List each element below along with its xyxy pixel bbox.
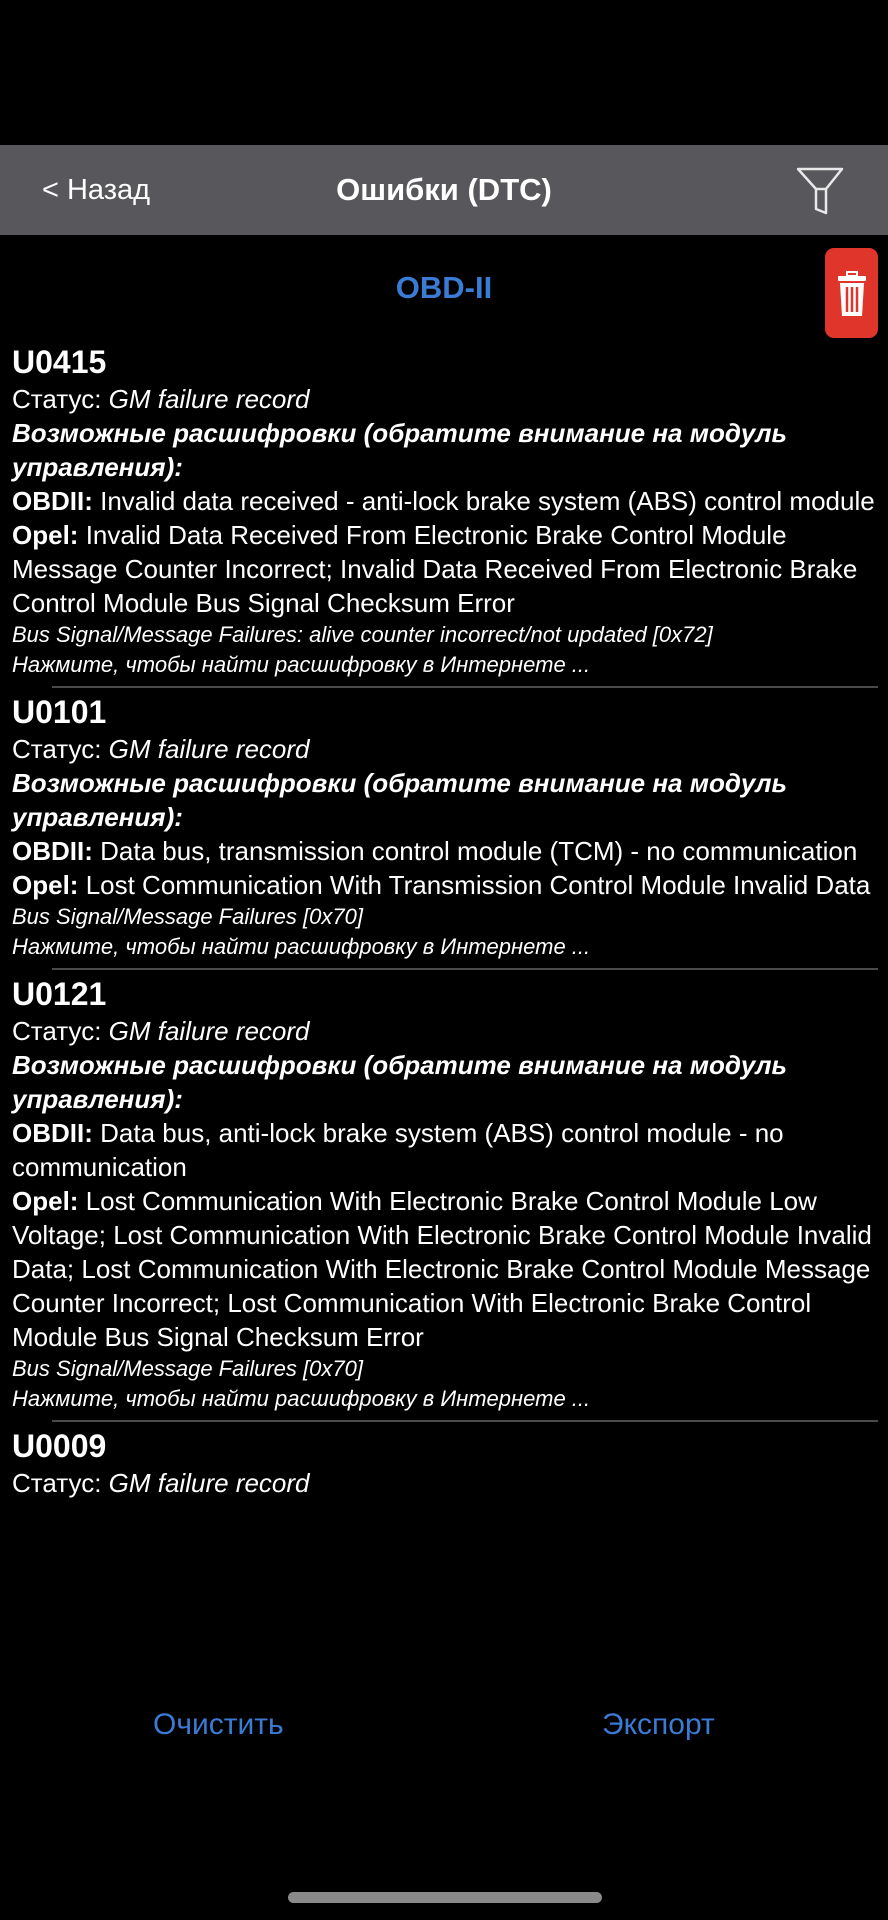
decodings-heading: Возможные расшифровки (обратите внимание на модуль управления): <box>12 768 787 832</box>
dtc-code: U0009 <box>12 1428 107 1464</box>
obdii-text: Data bus, transmission control module (TCM) - no communication <box>100 836 858 866</box>
status-value: GM failure record <box>108 1016 310 1046</box>
status-label: Статус: <box>12 734 109 764</box>
status-value: GM failure record <box>108 384 310 414</box>
failure-type: Bus Signal/Message Failures [0x70] <box>12 904 363 929</box>
dtc-code: U0101 <box>12 694 107 730</box>
opel-text: Lost Communication With Transmission Control Module Invalid Data <box>85 870 871 900</box>
opel-text: Invalid Data Received From Electronic Brake Control Module Message Counter Incorrect; Invalid Data Received From Electronic Brake Control Module Bus Signal Checksum Error <box>12 520 858 618</box>
status-bar-area <box>0 0 888 145</box>
obdii-text: Data bus, anti-lock brake system (ABS) control module - no communication <box>12 1118 784 1182</box>
section-title-obd2: OBD-II <box>395 270 493 305</box>
bottom-toolbar <box>0 1695 888 1755</box>
failure-type: Bus Signal/Message Failures [0x70] <box>12 1356 363 1381</box>
decodings-heading: Возможные расшифровки (обратите внимание на модуль управления): <box>12 1050 787 1114</box>
dtc-entry[interactable] <box>0 974 888 1414</box>
obdii-text: Invalid data received - anti-lock brake system (ABS) control module <box>100 486 875 516</box>
opel-label: Opel: <box>12 870 79 900</box>
dtc-entry[interactable] <box>0 692 888 962</box>
obdii-label: OBDII: <box>12 1118 93 1148</box>
obdii-description <box>12 834 878 868</box>
status-value: GM failure record <box>108 734 310 764</box>
navigation-bar <box>0 145 888 235</box>
obdii-label: OBDII: <box>12 836 93 866</box>
status-label: Статус: <box>12 1016 109 1046</box>
obdii-description <box>12 484 878 518</box>
opel-label: Opel: <box>12 520 79 550</box>
search-online-link[interactable]: Нажмите, чтобы найти расшифровку в Интернете ... <box>12 934 591 959</box>
separator <box>52 1420 878 1422</box>
trash-icon <box>835 266 869 320</box>
back-button[interactable]: < Назад <box>42 174 151 206</box>
opel-description <box>12 518 878 620</box>
dtc-code: U0415 <box>12 344 107 380</box>
filter-funnel-icon <box>790 163 850 219</box>
clear-button[interactable]: Очистить <box>153 1708 284 1741</box>
export-button[interactable]: Экспорт <box>602 1708 715 1741</box>
delete-all-button[interactable] <box>825 248 878 338</box>
dtc-status <box>12 1466 878 1500</box>
home-indicator[interactable] <box>288 1892 602 1903</box>
status-label: Статус: <box>12 1468 109 1498</box>
status-label: Статус: <box>12 384 109 414</box>
opel-text: Lost Communication With Electronic Brake Control Module Low Voltage; Lost Communication With Electronic Brake Control Module Invalid Data; Lost Communication With Electronic Brake Control Module Message Counter Incorrect; Lost Communication With Electronic Brake Control Module Bus Signal Checksum Error <box>12 1186 872 1352</box>
dtc-status <box>12 382 878 416</box>
status-value: GM failure record <box>108 1468 310 1498</box>
filter-button[interactable] <box>790 163 850 219</box>
dtc-list[interactable] <box>0 340 888 1656</box>
obdii-label: OBDII: <box>12 486 93 516</box>
page-title: Ошибки (DTC) <box>336 172 552 207</box>
decodings-heading: Возможные расшифровки (обратите внимание на модуль управления): <box>12 418 787 482</box>
dtc-code: U0121 <box>12 976 107 1012</box>
opel-description <box>12 868 878 902</box>
dtc-status <box>12 732 878 766</box>
dtc-status <box>12 1014 878 1048</box>
dtc-entry[interactable] <box>0 1426 888 1500</box>
opel-description <box>12 1184 878 1354</box>
dtc-entry[interactable] <box>0 342 888 680</box>
separator <box>52 686 878 688</box>
separator <box>52 968 878 970</box>
search-online-link[interactable]: Нажмите, чтобы найти расшифровку в Интернете ... <box>12 652 591 677</box>
failure-type: Bus Signal/Message Failures: alive counter incorrect/not updated [0x72] <box>12 622 713 647</box>
search-online-link[interactable]: Нажмите, чтобы найти расшифровку в Интернете ... <box>12 1386 591 1411</box>
obdii-description <box>12 1116 878 1184</box>
opel-label: Opel: <box>12 1186 79 1216</box>
